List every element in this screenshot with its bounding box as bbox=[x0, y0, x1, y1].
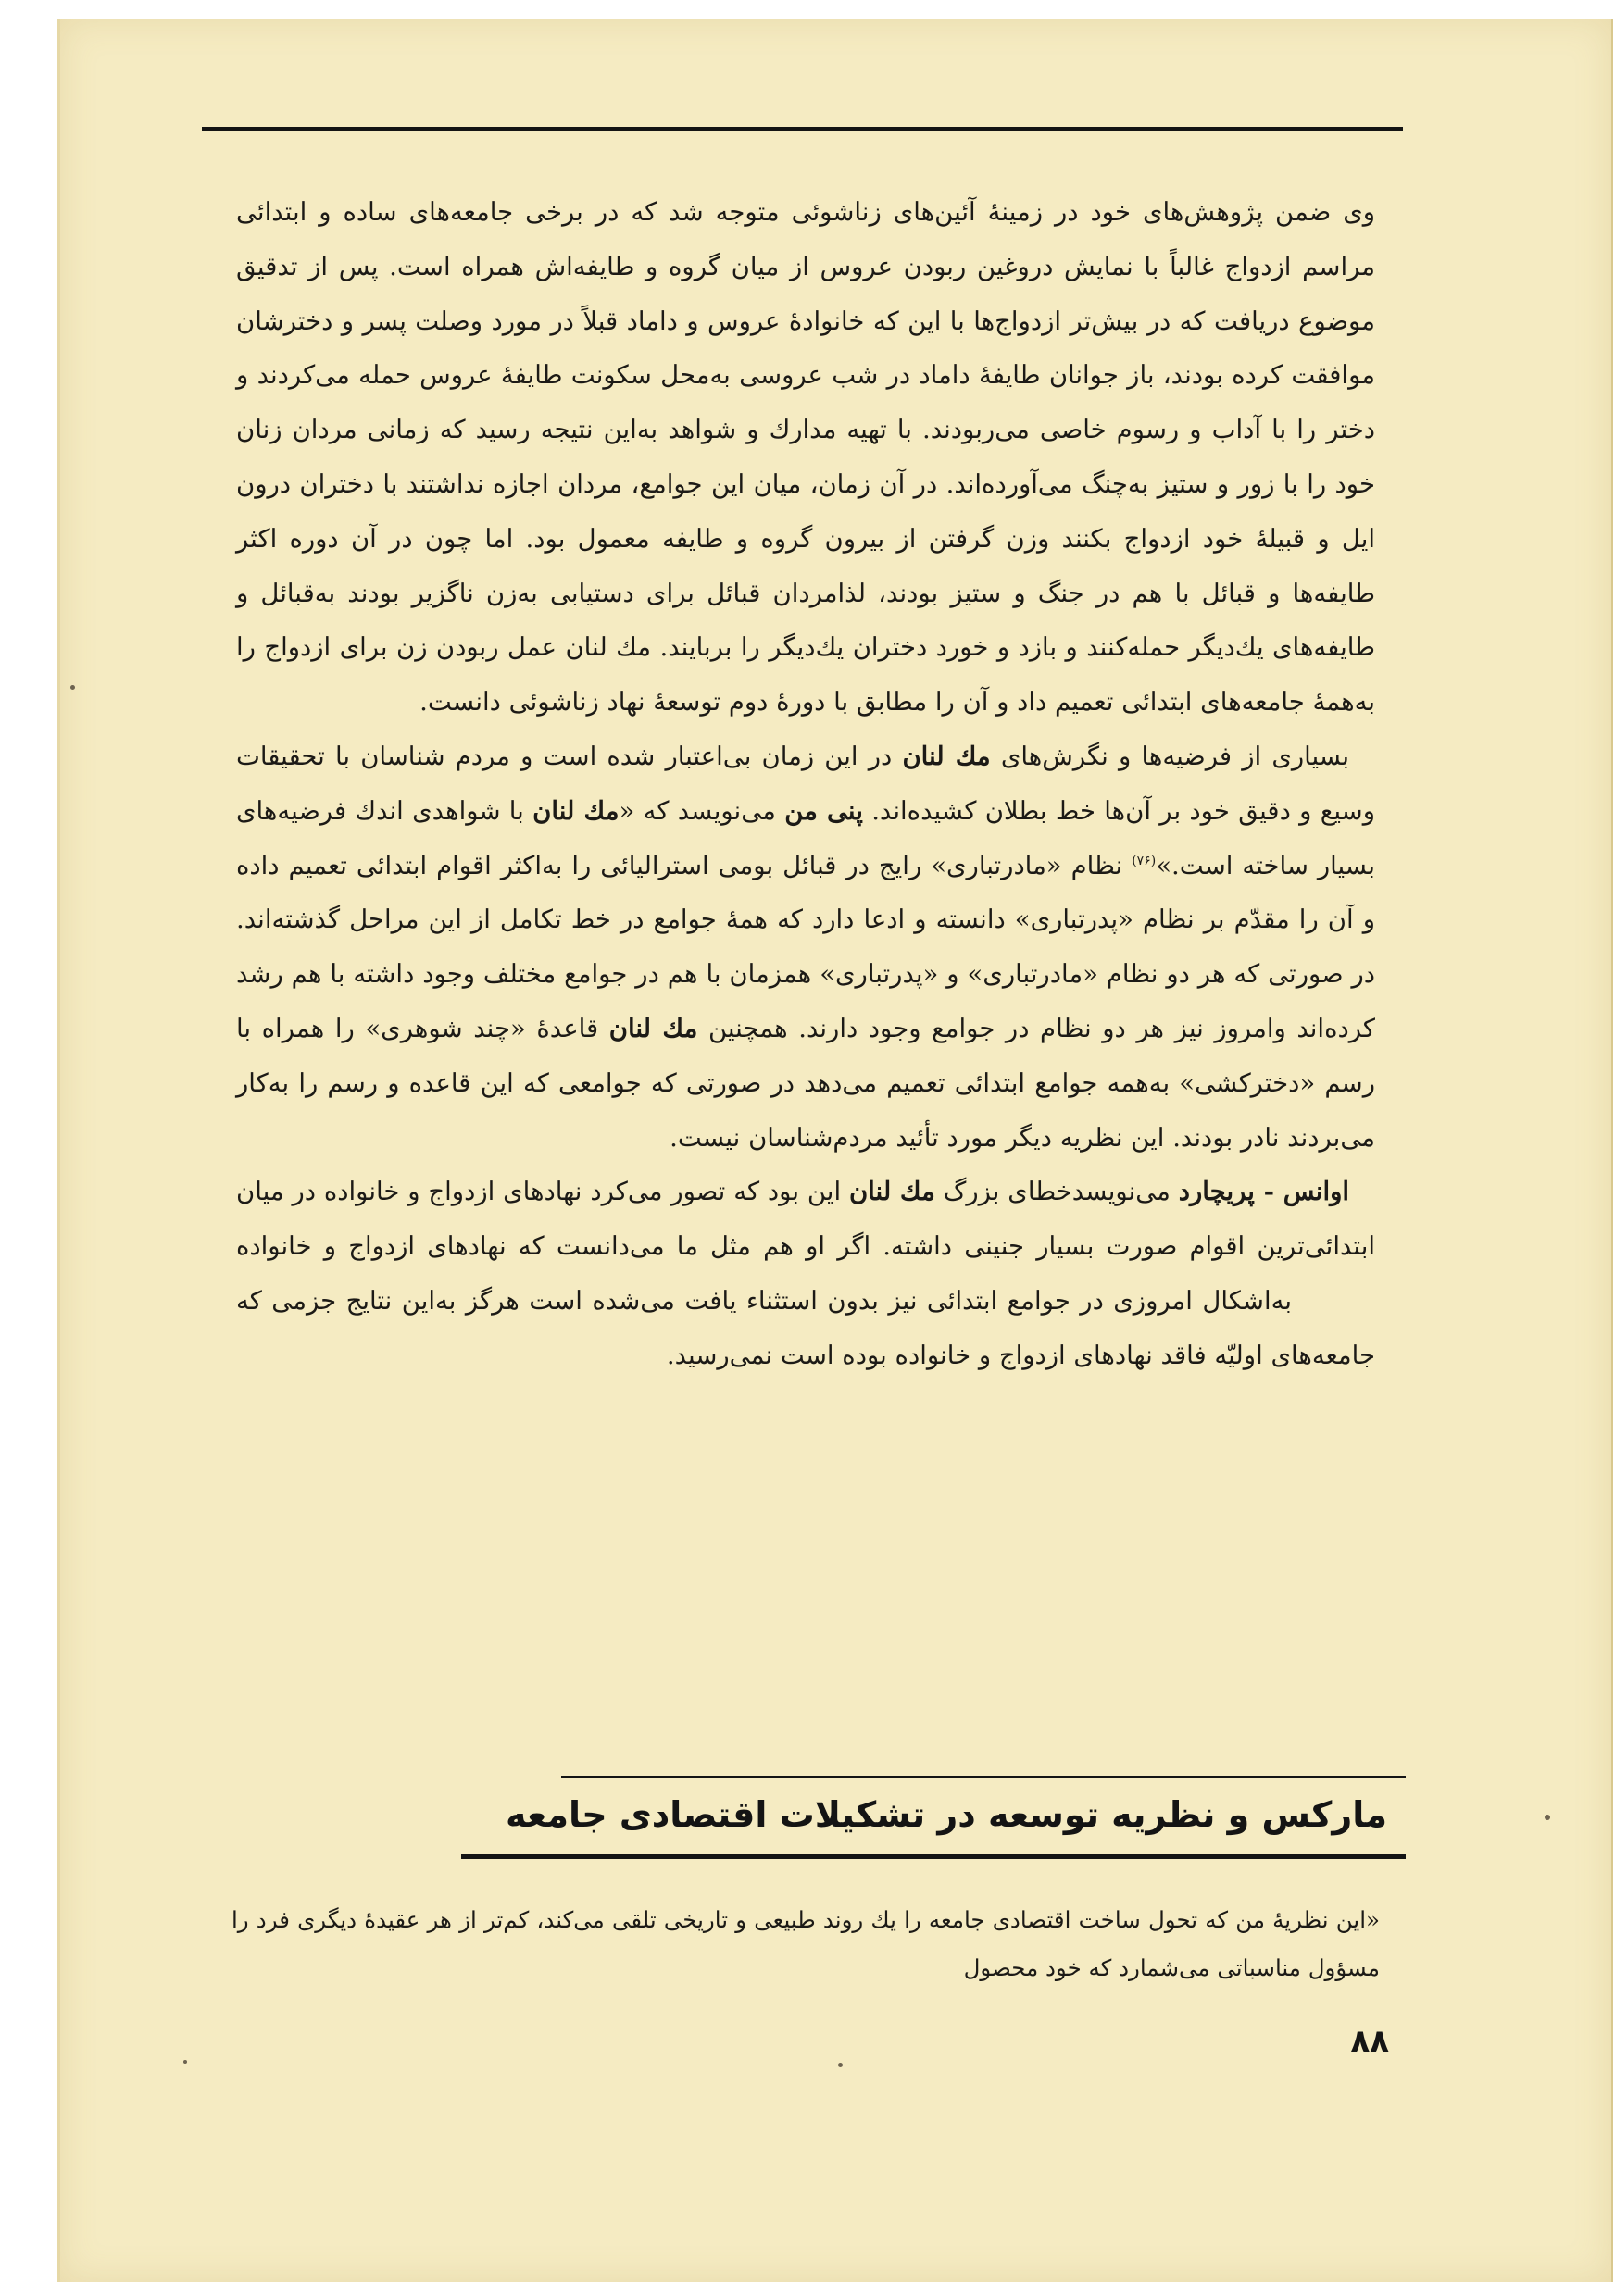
name-penniman: پنی من bbox=[784, 795, 863, 826]
name-mclennan-1: مك لنان bbox=[902, 741, 991, 771]
paper-speck bbox=[838, 2063, 843, 2067]
paragraph-3 bbox=[236, 1165, 1375, 1382]
name-mclennan-2: مك لنان bbox=[532, 795, 620, 826]
paper-speck bbox=[70, 685, 75, 690]
heading-rule-bottom bbox=[461, 1854, 1406, 1859]
body-text bbox=[236, 185, 1375, 1383]
paragraph-2-tail: قاعدهٔ «چند شوهری» را همراه با رسم «دخترکشی» به‌همه جوامع ابتدائی تعمیم می‌دهد در صورتی که جوامعی که این قاعده و رسم را به‌کار می‌بردند نادر بودند. این نظریه دیگر مورد تأئید مردم‌شناسان نیست. bbox=[236, 1013, 1375, 1153]
header-rule bbox=[202, 127, 1403, 131]
paragraph-2 bbox=[236, 730, 1375, 1165]
paragraph-2-mid-3: با شواهدی اندك فرضیه‌های بسیار ساخته است.» bbox=[236, 795, 1375, 880]
page-number: ۸۸ bbox=[1350, 2023, 1389, 2060]
paragraph-2-mid-2: می‌نویسد که « bbox=[619, 795, 776, 826]
paper-speck bbox=[1545, 1815, 1550, 1820]
name-mclennan-3: مك لنان bbox=[608, 1013, 698, 1043]
paper-speck bbox=[183, 2060, 187, 2064]
name-mclennan-4: مك لنان bbox=[848, 1177, 935, 1207]
heading-rule-top bbox=[561, 1776, 1406, 1778]
paragraph-3-text-2: به‌اشکال امروزی در جوامع ابتدائی نیز بدون استثناء یافت می‌شده است هرگز به‌این نتایج جزمی که جامعه‌های اولیّه فاقد نهادهای ازدواج و خانواده بوده است نمی‌رسید. bbox=[236, 1285, 1375, 1370]
quote-text: «این نظریهٔ من که تحول ساخت اقتصادی جامعه را یك روند طبیعی و تاریخی تلقی می‌کند، کم‌تر از هر عقیدهٔ دیگری فرد را مسؤول مناسباتی می‌شمارد که خود محصول bbox=[232, 1906, 1380, 1981]
paragraph-3-mid: می‌نویسدخطای بزرگ bbox=[943, 1177, 1171, 1207]
name-evans-pritchard: اوانس - پریچارد bbox=[1178, 1177, 1349, 1207]
footnote-ref: (۷۶) bbox=[1132, 853, 1157, 868]
paragraph-3-text-1: این بود که تصور می‌کرد نهادهای ازدواج و خانواده در میان ابتدائی‌ترین اقوام صورت بسیار جنینی داشته. اگر او هم مثل ما می‌دانست که نهادهای ازدواج و خانواده bbox=[236, 1177, 1375, 1262]
paragraph-1: وی ضمن پژوهش‌های خود در زمینهٔ آئین‌های زناشوئی متوجه شد که در برخی جامعه‌های ساده و ابتدائی مراسم ازدواج غالباً با نمایش دروغین ربودن عروس از میان گروه و طایفه‌اش همراه است. پس از تدقیق موضوع دریافت که در بیش‌تر ازدواج‌ها با این که خانوادهٔ عروس و داماد قبلاً در مورد وصلت پسر و دخترشان موافقت کرده بودند، باز جوانان طایفهٔ داماد در شب عروسی به‌محل سکونت طایفهٔ عروس حمله می‌کردند و دختر را با آداب و رسوم خاصی می‌ربودند. با تهیه مدارك و شواهد به‌این نتیجه رسید که زمانی مردان زنان خود را با زور و ستیز به‌چنگ می‌آورده‌اند. در آن زمان، میان این جوامع، مردان اجازه نداشتند با دختران درون ایل و قبیلهٔ خود ازدواج بکنند وزن گرفتن از بیرون گروه و طایفه معمول بود. اما چون در آن دوره اکثر طایفه‌ها و قبائل با هم در جنگ و ستیز بودند، لذامردان قبائل برای دستیابی به‌زن ناگزیر بودند به‌قبائل و طایفه‌های یك‌دیگر حمله‌کنند و بازد و خورد دختران یك‌دیگر را بربایند. مك لنان عمل ربودن زن برای ازدواج را به‌همهٔ جامعه‌های ابتدائی تعمیم داد و آن را مطابق با دورهٔ دوم توسعهٔ نهاد زناشوئی دانست. bbox=[236, 197, 1375, 718]
paragraph-2-mid-1: در این زمان بی‌اعتبار شده است و مردم شناسان با تحقیقات وسیع و دقیق خود بر آن‌ها خط بطلان کشیده‌اند. bbox=[236, 741, 1375, 826]
paragraph-2-start: بسیاری از فرضیه‌ها و نگرش‌های bbox=[1000, 741, 1349, 771]
section-heading: مارکس و نظریه توسعه در تشکیلات اقتصادی جامعه bbox=[505, 1794, 1387, 1835]
paragraph-2-end: نظام «مادرتباری» رایج در قبائل بومی استرالیائی را به‌اکثر اقوام ابتدائی تعمیم داده و آن را مقدّم بر نظام «پدرتباری» دانسته و ادعا دارد که همهٔ جوامع در خط تکامل از این مراحل گذشته‌اند. در صورتی که هر دو نظام «مادرتباری» و «پدرتباری» همزمان با هم در جوامع مختلف وجود داشته با هم رشد کرده‌اند وامروز نیز هر دو نظام در جوامع وجود دارند. همچنین bbox=[236, 850, 1375, 1043]
